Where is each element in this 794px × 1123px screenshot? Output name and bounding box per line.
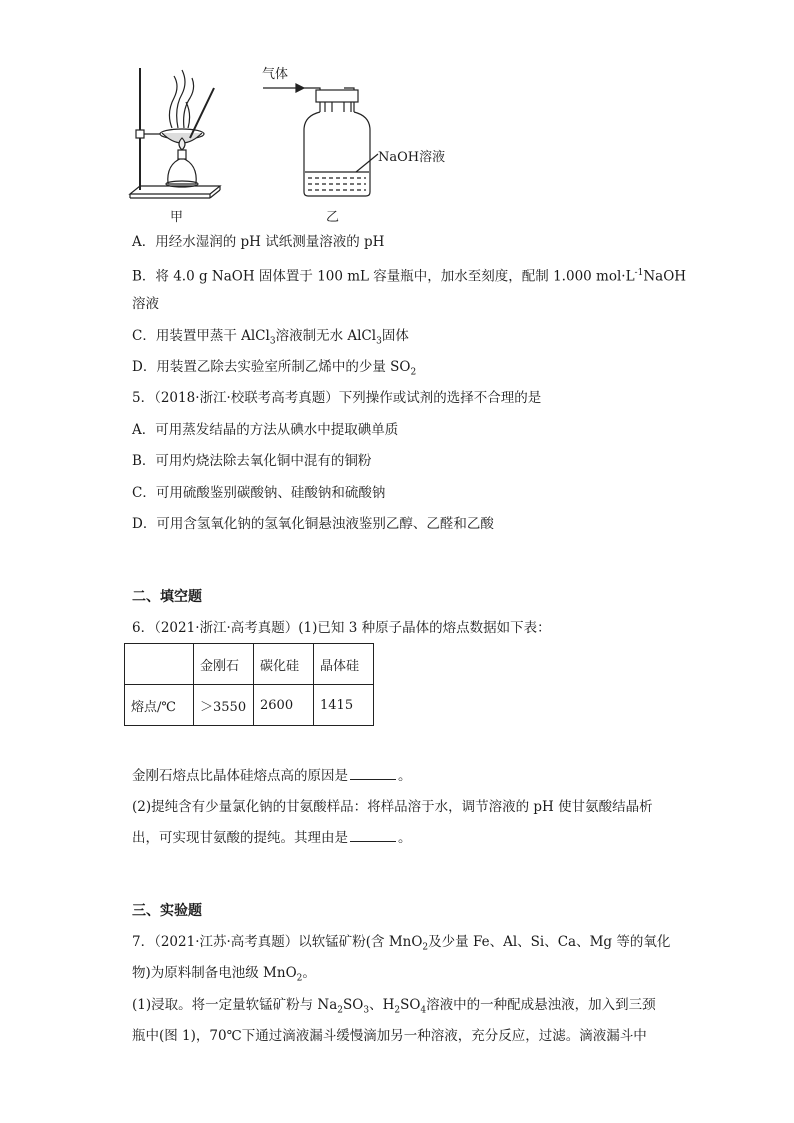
q4-option-c: C．用装置甲蒸干 AlCl$_3$溶液制无水 AlCl$_3$固体 xyxy=(132,328,409,347)
apparatus-yi xyxy=(263,84,378,196)
table-cell-sic: 2600 xyxy=(254,685,314,726)
q5-stem: 5．（2018·浙江·校联考高考真题）下列操作或试剂的选择不合理的是 xyxy=(132,390,542,406)
q7-line4: 瓶中(图 1)，70℃下通过滴液漏斗缓慢滴加另一种溶液，充分反应，过滤。滴液漏斗中 xyxy=(132,1028,647,1044)
table-cell-diamond: ＞3550 xyxy=(194,685,254,726)
section-fill-in-title: 二、填空题 xyxy=(132,589,202,605)
table-header-row xyxy=(125,644,374,685)
table-row-label: 熔点/℃ xyxy=(125,685,194,726)
section-experiment-title: 三、实验题 xyxy=(132,903,202,919)
answer-blank[interactable] xyxy=(350,766,396,780)
table-header-diamond: 金刚石 xyxy=(194,644,254,685)
q5-option-d: D．可用含氢氧化钠的氢氧化铜悬浊液鉴别乙醇、乙醛和乙酸 xyxy=(132,516,494,532)
q5-option-c: C．可用硫酸鉴别碳酸钠、硅酸钠和硫酸钠 xyxy=(132,485,386,501)
apparatus-figure xyxy=(120,58,460,228)
label-jia: 甲 xyxy=(170,210,184,225)
table-header-si: 晶体硅 xyxy=(314,644,374,685)
q5-option-a: A．可用蒸发结晶的方法从碘水中提取碘单质 xyxy=(132,422,399,438)
table-header-sic: 碳化硅 xyxy=(254,644,314,685)
melting-point-table xyxy=(124,643,374,726)
table-cell-si: 1415 xyxy=(314,685,374,726)
q7-line2: 物)为原料制备电池级 MnO$_2$。 xyxy=(132,965,316,984)
answer-blank[interactable] xyxy=(350,828,396,842)
q6-part1: 金刚石熔点比晶体硅熔点高的原因是 。 xyxy=(132,768,412,784)
q6-part2-line1: (2)提纯含有少量氯化钠的甘氨酸样品：将样品溶于水，调节溶液的 pH 使甘氨酸结晶析 xyxy=(132,799,653,815)
q7-line1: 7．（2021·江苏·高考真题）以软锰矿粉(含 MnO$_2$及少量 Fe、Al、Si、Ca、Mg 等的氧化 xyxy=(132,934,671,953)
apparatus-jia xyxy=(130,68,220,198)
q4-option-b: B．将 4.0 g NaOH 固体置于 100 mL 容量瓶中，加水至刻度，配制 1.000 $mol\cdot L^{-1}NaOH$ xyxy=(132,268,687,285)
q4-option-a: A．用经水湿润的 pH 试纸测量溶液的 pH xyxy=(132,234,385,250)
q6-stem: 6．（2021·浙江·高考真题）(1)已知 3 种原子晶体的熔点数据如下表： xyxy=(132,620,551,636)
q4-option-b-cont: 溶液 xyxy=(132,296,159,312)
q5-option-b: B．可用灼烧法除去氧化铜中混有的铜粉 xyxy=(132,453,372,469)
gas-label: 气体 xyxy=(262,67,289,82)
table-corner-cell xyxy=(125,644,194,685)
q4-option-d: D．用装置乙除去实验室所制乙烯中的少量 $SO_2$ xyxy=(132,359,417,378)
q6-part2-line2: 出，可实现甘氨酸的提纯。其理由是 。 xyxy=(132,830,412,846)
q7-line3: (1)浸取。将一定量软锰矿粉与 $Na_2SO_3$、$H_2SO_4$溶液中的一种配成悬浊液，加入到三颈 xyxy=(132,997,656,1016)
label-yi: 乙 xyxy=(326,210,340,225)
naoh-solution-label: NaOH溶液 xyxy=(378,150,446,165)
table-row xyxy=(125,685,374,726)
